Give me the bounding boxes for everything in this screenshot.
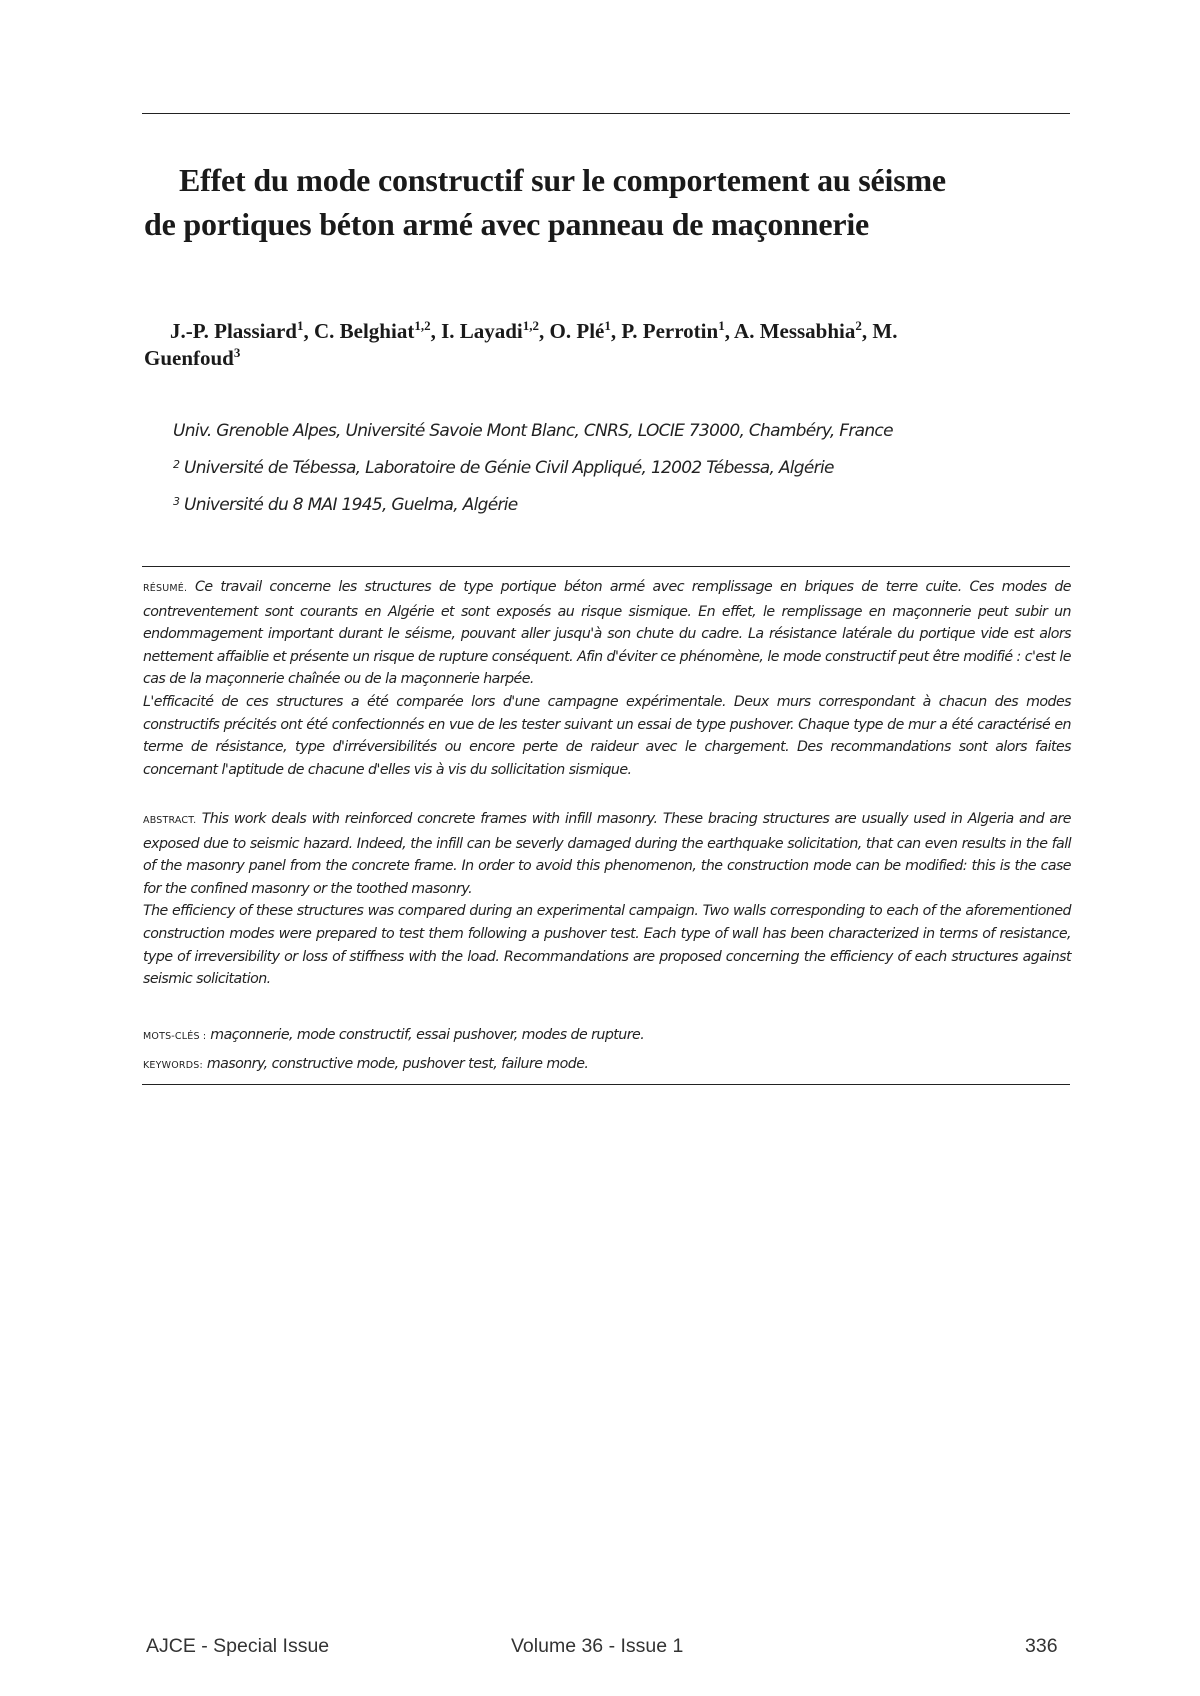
keywords-en: [143, 1053, 1071, 1078]
resume-label: RÉSUMÉ.: [143, 583, 188, 594]
footer-page-number: 336: [1025, 1635, 1058, 1657]
affiliation-text: Université du 8 MAI 1945, Guelma, Algérie: [184, 495, 518, 515]
author-separator: ,: [539, 319, 550, 343]
author-line-1: [144, 318, 1074, 345]
footer-journal: AJCE - Special Issue: [146, 1635, 330, 1657]
affiliation-text: Université de Tébessa, Laboratoire de Génie Civil Appliqué, 12002 Tébessa, Algérie: [184, 458, 834, 478]
abstract-paragraph-1: [143, 808, 1071, 900]
author-affil-mark: 3: [233, 345, 241, 360]
author-affil-mark: 1: [718, 318, 725, 333]
abstract-section: [143, 808, 1071, 991]
author-line-2: [144, 346, 240, 370]
author-affil-mark: 1: [296, 318, 304, 333]
author-affil-mark: 1,2: [522, 318, 540, 333]
resume-text-1: Ce travail concerne les structures de type portique béton armé avec remplissage en briques de terre cuite. Ces modes de contreventement sont courants en Algérie et sont exposés au risque sismique. En effet, le remplissage en maçonnerie peut subir un endommagement important durant le séisme, pouvant aller jusqu'à son chute du cadre. La résistance latérale du portique vide est alors nettement affaiblie et présente un risque de rupture conséquent. Afin d'éviter ce phénomène, le mode constructif peut être modifié : c'est le cas de la maçonnerie chaînée ou de la maçonnerie harpée.: [143, 579, 1071, 688]
affiliation-2: [173, 458, 834, 478]
author-name: P. Perrotin: [621, 319, 719, 343]
resume-paragraph-1: [143, 576, 1071, 691]
footer-volume: Volume 36 - Issue 1: [511, 1635, 684, 1657]
author-affil-mark: 1: [604, 318, 611, 333]
author-name: C. Belghiat: [313, 319, 415, 343]
paper-title: [144, 158, 1074, 246]
resume-section: [143, 576, 1071, 781]
keywords-fr: [143, 1024, 1071, 1049]
keywords-section: [143, 1024, 1071, 1077]
resume-text-2: L'efficacité de ces structures a été comparée lors d'une campagne expérimentale. Deux murs correspondant à chacun des modes constructifs précités ont été confectionnés en vue de les tester suivant un essai de type pushover. Chaque type de mur a été caractérisé en terme de résistance, type d'irréversibilités ou encore perte de raideur avec le chargement. Des recommandations sont alors faites concernant l'aptitude de chacune d'elles vis à vis du sollicitation sismique.: [143, 693, 1071, 778]
author-affil-mark: 2: [855, 318, 862, 333]
resume-paragraph-2: [143, 691, 1071, 781]
title-line-1: Effet du mode constructif sur le comportement au séisme: [179, 162, 946, 198]
affiliation-text: Univ. Grenoble Alpes, Université Savoie Mont Blanc, CNRS, LOCIE 73000, Chambéry, France: [173, 421, 893, 441]
affiliation-1: [173, 421, 893, 441]
author-name: Guenfoud: [144, 346, 234, 370]
affiliation-mark: 3: [173, 495, 180, 508]
author-name: O. Plé: [549, 319, 605, 343]
abstract-paragraph-2: [143, 900, 1071, 990]
affiliation-3: [173, 495, 518, 515]
keywords-fr-label: MOTS-CLÉS :: [143, 1031, 207, 1042]
title-line-2: de portiques béton armé avec panneau de maçonnerie: [144, 206, 870, 242]
author-name: A. Messabhia: [734, 319, 856, 343]
author-name: I. Layadi: [441, 319, 523, 343]
affiliation-mark: 2: [173, 458, 180, 471]
abstract-text-1: This work deals with reinforced concrete frames with infill masonry. These bracing structures are usually used in Algeria and are exposed due to seismic hazard. Indeed, the infill can be severly damaged during the earthquake solicitation, that can even results in the fall of the masonry panel from the concrete frame. In order to avoid this phenomenon, the construction mode can be modified: this is the case for the confined masonry or the toothed masonry.: [143, 811, 1071, 897]
abstract-top-rule: [142, 566, 1070, 567]
keywords-en-label: KEYWORDS:: [143, 1059, 203, 1071]
author-separator: ,: [724, 319, 735, 343]
author-separator: ,: [610, 319, 622, 343]
author-separator: ,: [430, 319, 442, 343]
keywords-en-text: masonry, constructive mode, pushover test, failure mode.: [206, 1055, 589, 1072]
abstract-label: ABSTRACT.: [143, 815, 197, 826]
abstract-bottom-rule: [142, 1084, 1070, 1085]
author-name: M.: [872, 319, 898, 343]
keywords-fr-text: maçonnerie, mode constructif, essai pushover, modes de rupture.: [210, 1027, 645, 1043]
header-rule: [142, 113, 1070, 114]
author-separator: ,: [861, 319, 873, 343]
author-affil-mark: 1,2: [414, 318, 431, 333]
author-separator: ,: [303, 319, 314, 343]
abstract-text-2: The efficiency of these structures was compared during an experimental campaign. Two walls corresponding to each of the aforementioned construction modes were prepared to test them following a pushover test. Each type of wall has been characterized in terms of resistance, type of irreversibility or loss of stiffness with the load. Recommandations are proposed concerning the efficiency of each structures against seismic solicitation.: [143, 903, 1071, 988]
author-name: J.-P. Plassiard: [170, 319, 297, 343]
author-list: [144, 318, 1074, 372]
